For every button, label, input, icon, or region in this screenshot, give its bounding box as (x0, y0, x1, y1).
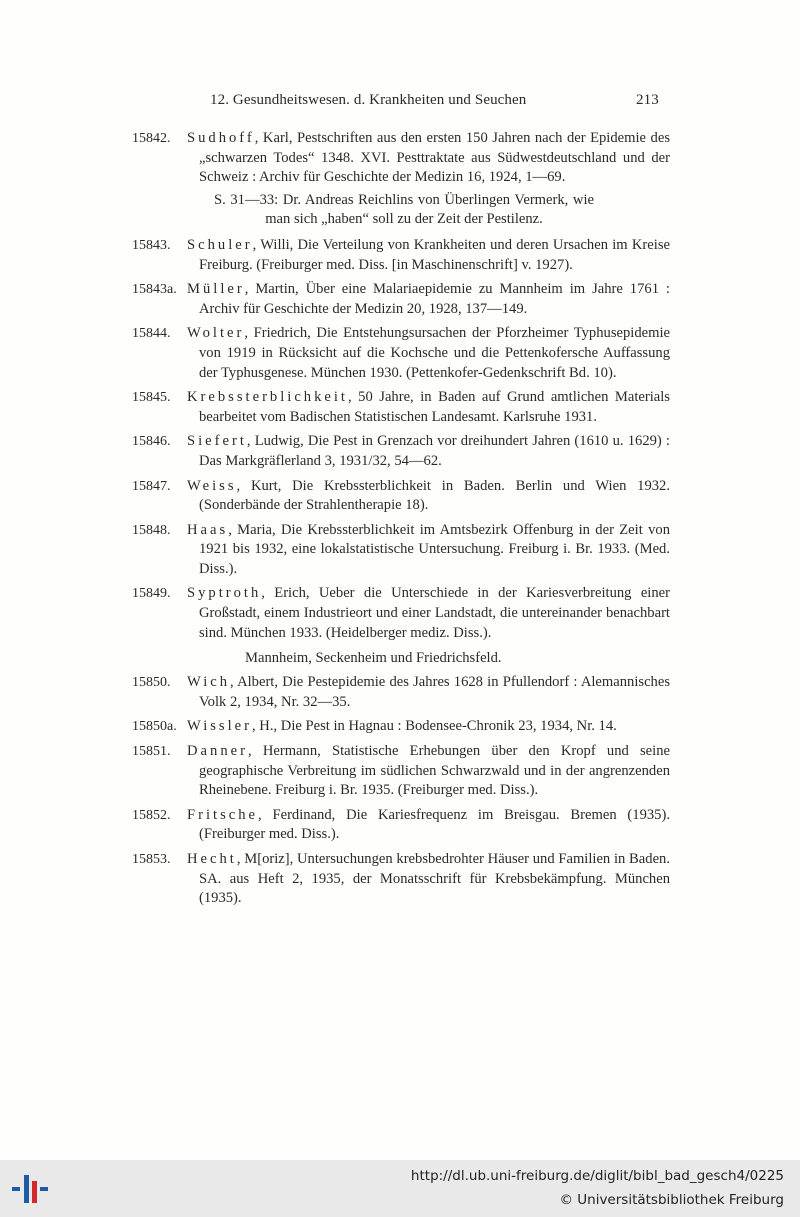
entry-text: , H., Die Pest in Hagnau : Bodensee-Chronik 23, 1934, Nr. 14. (252, 718, 617, 735)
bibliography-entry (132, 806, 670, 845)
entry-author: Müller (187, 281, 245, 298)
bibliography-entry (132, 324, 670, 383)
entry-author: Sudhoff (187, 130, 255, 146)
entry-author: Siefert (187, 433, 247, 450)
entry-text: , 50 Jahre, in Baden auf Grund amtlichen Materials bearbeitet vom Badischen Statistischen Landesamt. Karlsruhe 1931. (199, 389, 670, 425)
bibliography-entry (132, 584, 670, 643)
section-heading: Mannheim, Seckenheim und Friedrichsfeld. (245, 650, 502, 667)
entry-text: , Erich, Ueber die Unterschiede in der Kariesverbreitung einer Großstadt, einem Industrieort und einer Landstadt, die untereinander benachbart sind. München 1933. (Heidelberger mediz. Diss.). (199, 585, 670, 641)
bibliography-entry (132, 388, 670, 427)
entry-text: , M[oriz], Untersuchungen krebsbedrohter Häuser und Familien in Baden. SA. aus Heft 2, 1935, der Monatsschrift für Krebsbekämpfung. München (1935). (199, 851, 670, 907)
entry-text: , Martin, Über eine Malariaepidemie zu Mannheim im Jahre 1761 : Archiv für Geschichte der Medizin 20, 1928, 137—149. (199, 281, 670, 317)
entry-number: 15848. (132, 522, 171, 538)
entry-number: 15842. (132, 131, 171, 146)
bibliography-entry (132, 673, 670, 712)
entry-text: , Friedrich, Die Entstehungsursachen der Pforzheimer Typhusepidemie von 1919 in Rücksicht auf die Kochsche und die Pettenkofersche Auffassung der Typhusgenese. München 1930. (Pettenkofer-Gedenkschrift Bd. 10). (199, 325, 670, 381)
entry-number: 15844. (132, 326, 171, 342)
entry-author: Krebssterblichkeit (187, 389, 348, 406)
entry-text: , Kurt, Die Krebssterblichkeit in Baden. Berlin und Wien 1932. (Sonderbände der Strahlentherapie 18). (199, 477, 670, 514)
entry-number: 15850. (132, 675, 171, 691)
entry-text: , Maria, Die Krebssterblichkeit im Amtsbezirk Offenburg in der Zeit von 1921 bis 1932, eine lokalstatistische Untersuchung. Freiburg i. Br. 1933. (Med. Diss.). (199, 521, 670, 577)
entry-number: 15847. (132, 478, 171, 494)
entry-number: 15845. (132, 390, 171, 406)
entry-number: 15852. (132, 807, 171, 823)
entry-number: 15849. (132, 586, 171, 602)
entry-author: Wolter (187, 325, 245, 342)
viewer-footer (0, 1160, 800, 1217)
bibliography-entry (132, 717, 670, 737)
entry-number: 15843a. (132, 282, 177, 298)
source-url-link[interactable]: http://dl.ub.uni-freiburg.de/diglit/bibl_bad_gesch4/0225 (410, 1168, 784, 1184)
entry-number: 15846. (132, 434, 171, 450)
entry-text: , Willi, Die Verteilung von Krankheiten und deren Ursachen im Kreise Freiburg. (Freiburger med. Diss. [in Maschinenschrift] v. 1927). (199, 236, 670, 273)
entry-author: Syptroth (187, 585, 262, 602)
entry-number: 15853. (132, 852, 171, 867)
entry-text: , Hermann, Statistische Erhebungen über den Kropf und seine geographische Verbreitung im südlichen Schwarzwald und in der angrenzenden Rheinebene. Freiburg i. Br. 1935. (Freiburger med. Diss.). (199, 743, 670, 799)
entry-author: Fritsche (187, 806, 259, 823)
entry-author: Haas (187, 521, 229, 538)
page-number: 213 (636, 92, 659, 108)
bibliography-entry (132, 280, 670, 319)
copyright-text: © Universitätsbibliothek Freiburg (559, 1192, 784, 1208)
entry-number: 15850a. (132, 719, 177, 735)
entry-author: Danner (187, 743, 248, 760)
bibliography-entry (132, 432, 670, 471)
page-header-title: 12. Gesundheitswesen. d. Krankheiten und Seuchen (210, 92, 527, 108)
ub-freiburg-logo-icon[interactable] (10, 1169, 50, 1209)
entry-author: Weiss (187, 477, 237, 494)
bibliography-entry (132, 129, 670, 188)
bibliography-entry (132, 521, 670, 580)
bibliography-entries (0, 129, 800, 914)
entry-note-text: S. 31—33: Dr. Andreas Reichlins von Überlingen Vermerk, wie man sich „haben“ soll zu der Zeit der Pestilenz. (214, 191, 594, 228)
entry-number: 15851. (132, 744, 171, 760)
bibliography-entry (132, 236, 670, 275)
bibliography-entry (132, 477, 670, 516)
entry-author: Wich (187, 674, 231, 691)
bibliography-entry (132, 850, 670, 909)
entry-text: , Ferdinand, Die Kariesfrequenz im Breisgau. Bremen (1935). (Freiburger med. Diss.). (199, 806, 670, 843)
entry-note (214, 191, 594, 230)
entry-text: , Albert, Die Pestepidemie des Jahres 1628 in Pfullendorf : Alemannisches Volk 2, 1934, Nr. 32—35. (199, 674, 670, 710)
entry-text: , Karl, Pestschriften aus den ersten 150 Jahren nach der Epidemie des „schwarzen Todes“ 1348. XVI. Pesttraktate aus Südwestdeutschland und der Schweiz : Archiv für Geschichte der Medizin 16, 1924, 1—69. (199, 130, 670, 186)
bibliography-entry (132, 742, 670, 801)
entry-number: 15843. (132, 237, 171, 253)
entry-author: Schuler (187, 236, 253, 253)
entry-text: , Ludwig, Die Pest in Grenzach vor dreihundert Jahren (1610 u. 1629) : Das Markgräflerland 3, 1931/32, 54—62. (199, 433, 670, 469)
entry-author: Wissler (187, 718, 252, 735)
entry-author: Hecht (187, 851, 237, 867)
